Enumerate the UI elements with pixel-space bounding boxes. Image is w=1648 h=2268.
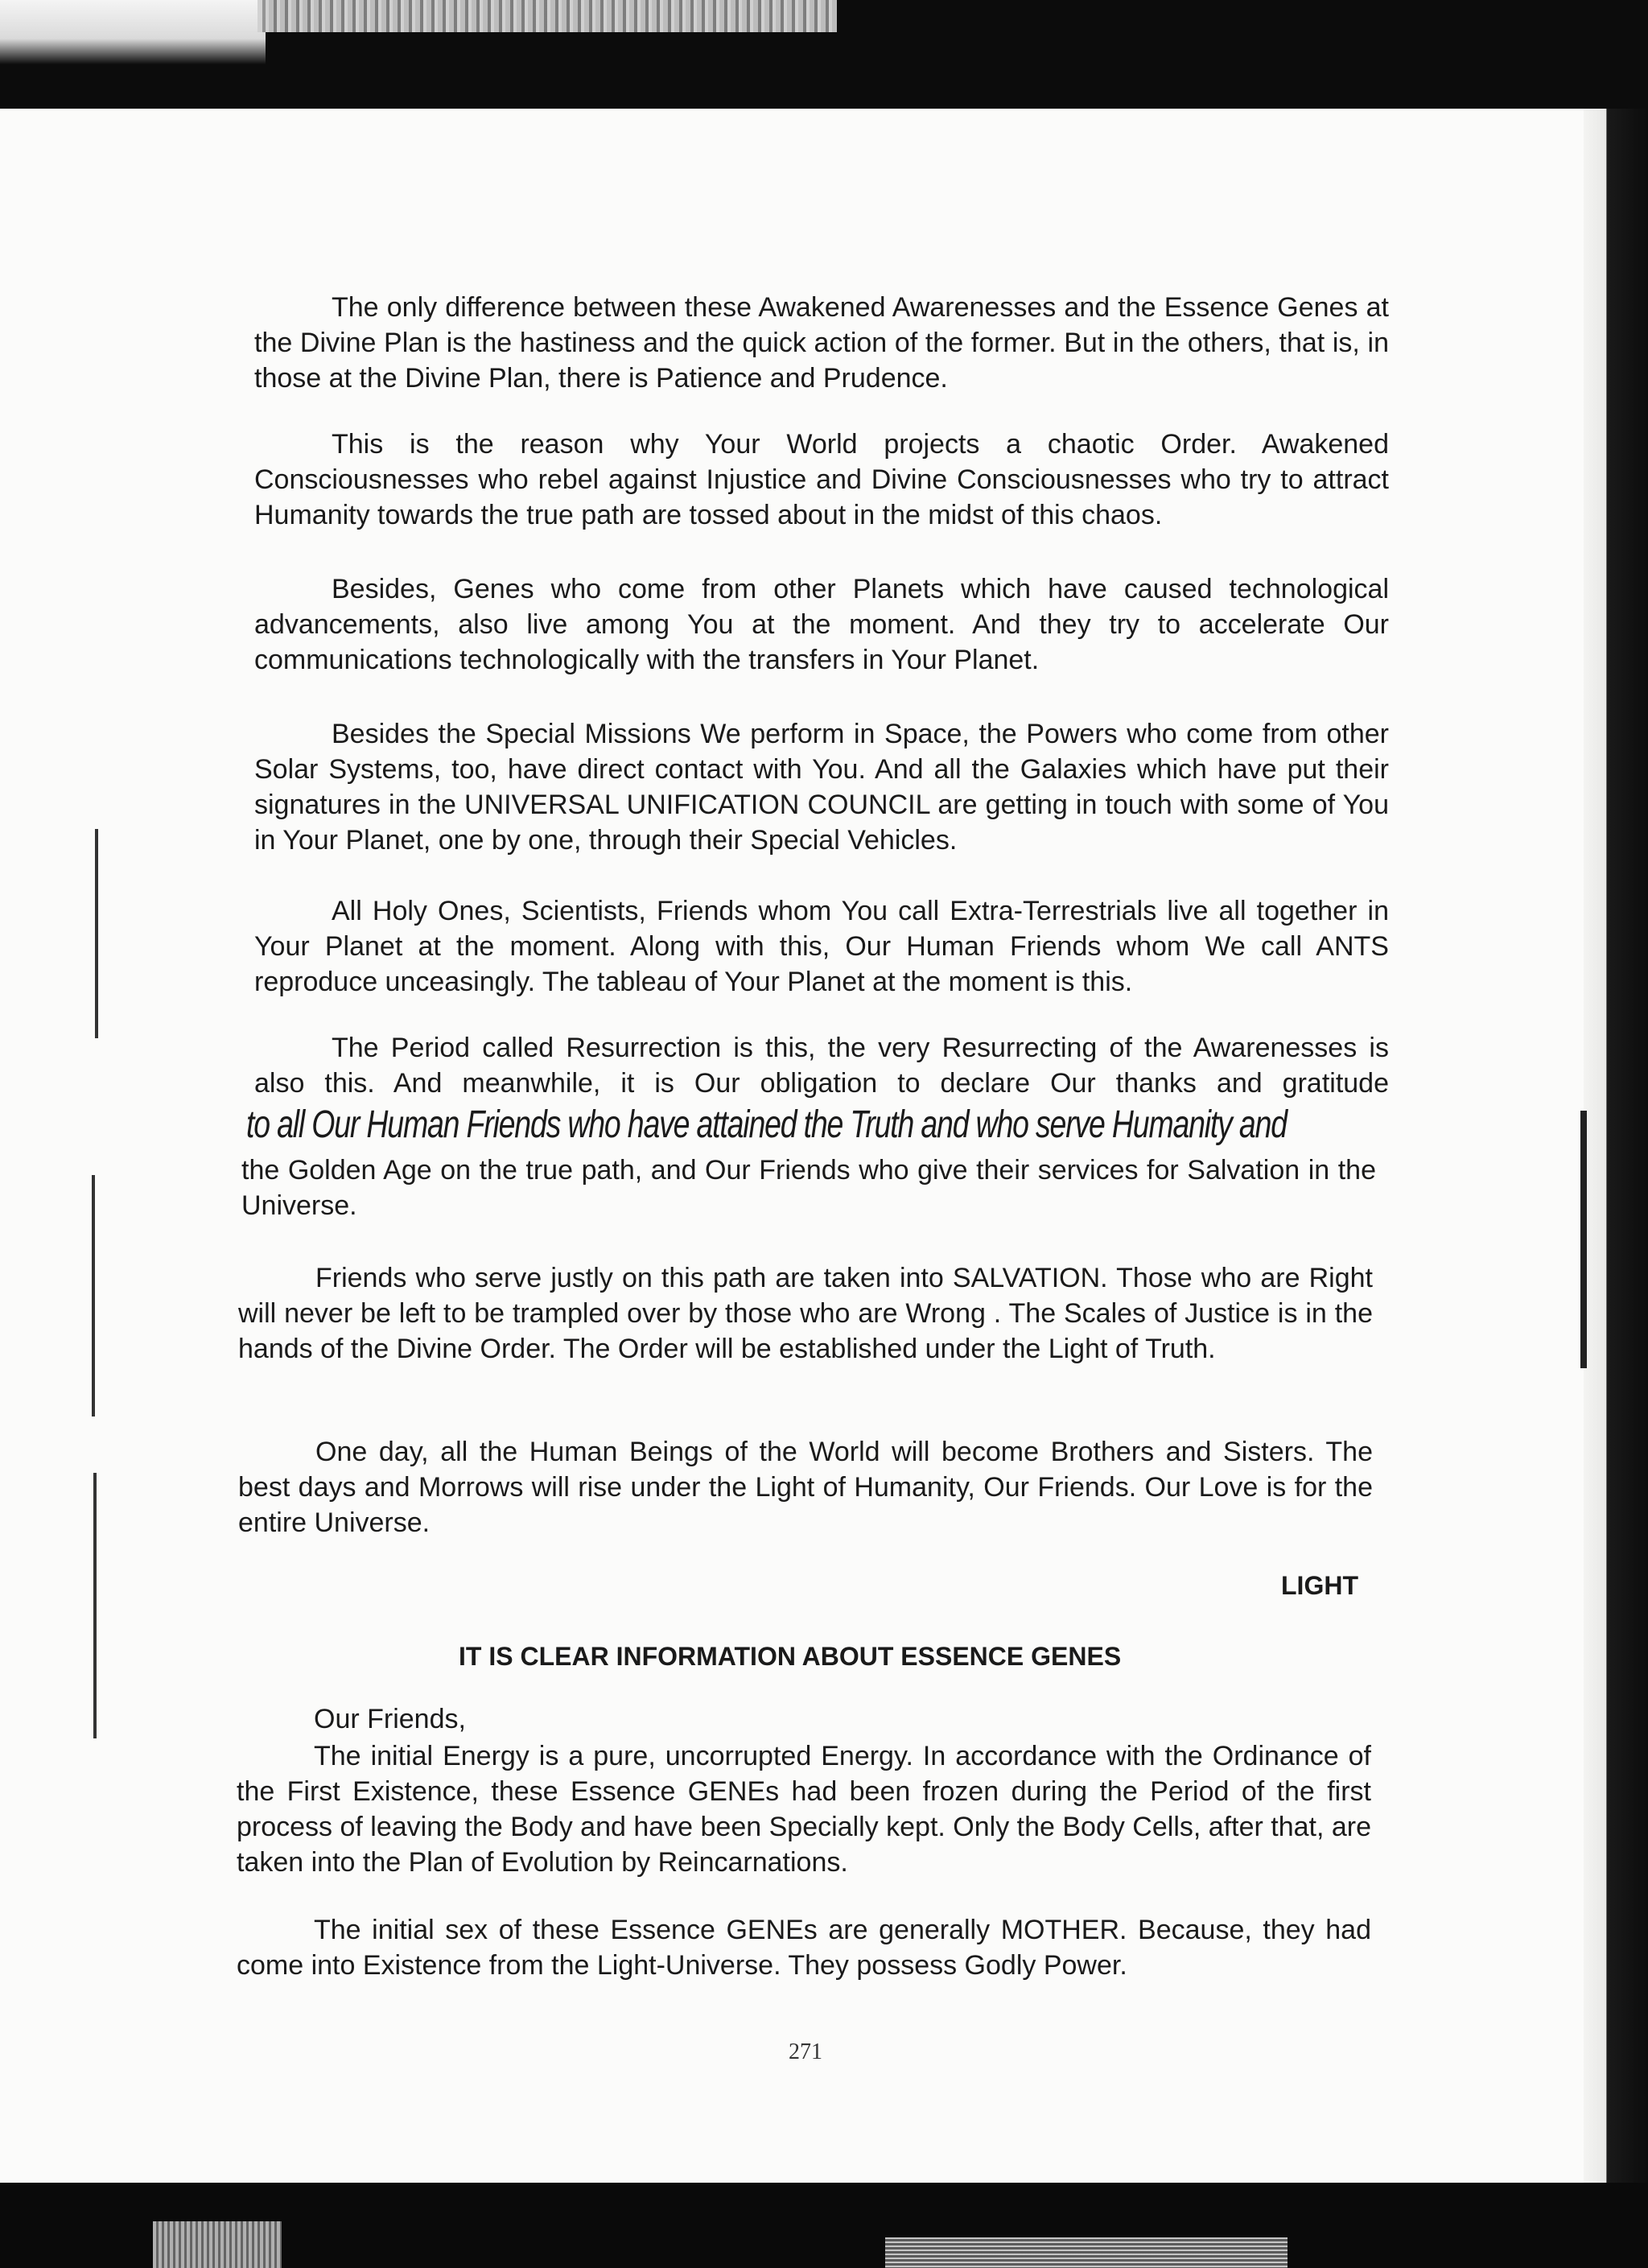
scan-artifact-bottom-left bbox=[153, 2221, 282, 2268]
signature: LIGHT bbox=[1281, 1571, 1358, 1600]
paragraph: The initial sex of these Essence GENEs are generally MOTHER. Because, they had come into Existence from the Light-Universe. They possess Godly Power. bbox=[237, 1915, 1371, 1981]
paragraph-continuation: the Golden Age on the true path, and Our Friends who give their services for Salvation in the Universe. bbox=[241, 1155, 1376, 1221]
section-heading: IT IS CLEAR INFORMATION ABOUT ESSENCE GENES bbox=[459, 1642, 1122, 1671]
page-number: 271 bbox=[789, 2039, 822, 2064]
binding-mark bbox=[92, 1175, 95, 1416]
paragraph: Besides the Special Missions We perform in Space, the Powers who come from other Solar Systems, too, have direct contact with You. And all the Galaxies which have put their signatures in the UNIVERSAL UNIFICATION COUNCIL are getting in touch with some of You in Your Planet, one by one, through their Special Vehicles. bbox=[254, 719, 1389, 856]
paragraph: Friends who serve justly on this path are taken into SALVATION. Those who are Right will never be left to be trampled over by those who are Wrong . The Scales of Justice is in the hands of the Divine Order. The Order will be established under the Light of Truth. bbox=[238, 1263, 1373, 1364]
paragraph: The Period called Resurrection is this, the very Resurrecting of the Awarenesses is also this. And meanwhile, it is Our obligation to declare Our thanks and gratitude bbox=[254, 1033, 1389, 1099]
binding-mark bbox=[93, 1473, 97, 1738]
paragraph: One day, all the Human Beings of the World will become Brothers and Sisters. The best days and Morrows will rise under the Light of Humanity, Our Friends. Our Love is for the entire Universe. bbox=[238, 1437, 1373, 1538]
paragraph: This is the reason why Your World projects a chaotic Order. Awakened Consciousnesses who rebel against Injustice and Divine Consciousnesses who try to attract Humanity towards the true path are tossed about in the midst of this chaos. bbox=[254, 429, 1389, 530]
scan-artifact-top bbox=[258, 0, 837, 32]
scan-artifact-bottom-right bbox=[885, 2237, 1288, 2268]
scan-artifact-right bbox=[1580, 1111, 1587, 1368]
scan-border-right bbox=[1584, 109, 1648, 2183]
scan-glare bbox=[0, 0, 266, 64]
salutation: Our Friends, bbox=[314, 1704, 466, 1734]
binding-mark bbox=[95, 829, 98, 1038]
paragraph: All Holy Ones, Scientists, Friends whom You call Extra-Terrestrials live all together in Your Planet at the moment. Along with this, Our Human Friends whom We call ANTS reproduce unceasingly. The tableau of Your Planet at the moment is this. bbox=[254, 896, 1389, 997]
paragraph: The initial Energy is a pure, uncorrupted Energy. In accordance with the Ordinance of the First Existence, these Essence GENEs had been frozen during the Period of the first process of leaving the Body and have been Specially kept. Only the Body Cells, after that, are taken into the Plan of Evolution by Reincarnations. bbox=[237, 1741, 1371, 1878]
cursive-line: to all Our Human Friends who have attained the Truth and who serve Humanity and bbox=[246, 1103, 1287, 1146]
paragraph: Besides, Genes who come from other Planets which have caused technological advancements, also live among You at the moment. And they try to accelerate Our communications technologically with the transfers in Your Planet. bbox=[254, 574, 1389, 675]
paragraph: The only difference between these Awakened Awarenesses and the Essence Genes at the Divine Plan is the hastiness and the quick action of the former. But in the others, that is, in those at the Divine Plan, there is Patience and Prudence. bbox=[254, 292, 1389, 394]
